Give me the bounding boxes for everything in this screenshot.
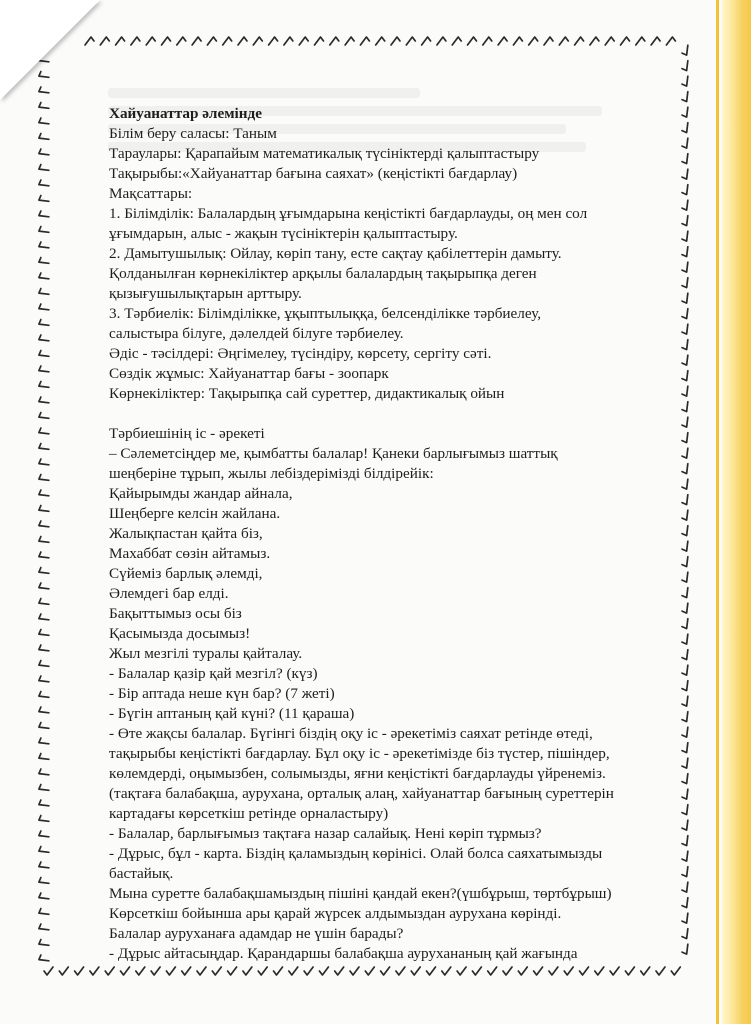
check-mark-icon [503,967,512,975]
check-mark-icon [37,612,48,624]
text-line: көлемдерді, оңымызбен, солымызды, яғни кеңістікті бағдарлауды үйренеміз. [109,765,606,782]
text-line: Мақсаттары: [109,185,193,202]
text-line: - Дұрыс, бұл - карта. Біздің қаламыздың көрінісі. Олай болса саяхатымызды [109,845,603,862]
text-line: Қайырымды жандар айнала, [109,485,293,502]
check-mark-icon [37,380,48,392]
check-mark-icon [274,967,283,975]
folded-corner [0,0,100,100]
yellow-folder-edge [722,0,751,1024]
check-mark-icon [335,967,344,975]
check-mark-icon [680,61,692,72]
check-mark-icon [37,674,48,686]
check-mark-icon [37,333,48,345]
check-mark-icon [37,721,48,733]
text-line: Бақыттымыз осы біз [109,605,242,622]
check-mark-icon [544,37,553,45]
check-mark-icon [105,967,114,975]
check-mark-icon [37,101,48,113]
check-mark-icon [37,178,48,190]
check-mark-icon [472,967,481,975]
check-mark-icon [37,163,48,175]
text-line: Балалар ауруханаға адамдар не үшін барады? [109,925,404,942]
check-mark-icon [559,37,568,45]
text-line: Мына суретте балабақшамыздың пішіні қандай екен?(үшбұрыш, төртбұрыш) [109,885,612,902]
check-mark-icon [223,37,232,45]
text-line: Әлемдегі бар елді. [109,585,229,602]
check-mark-icon [37,829,48,841]
check-mark-icon [37,643,48,655]
check-mark-icon [666,37,675,45]
check-mark-icon [37,147,48,159]
document-body [109,104,691,964]
check-mark-icon [422,37,431,45]
text-line: Жалықпастан қайта біз, [109,525,263,542]
check-mark-icon [116,37,125,45]
check-mark-icon [121,967,130,975]
check-mark-icon [75,967,84,975]
check-mark-icon [37,814,48,826]
text-line: - Балалар, барлығымыз тақтаға назар салайық. Нені көріп тұрмыз? [109,825,542,842]
check-mark-icon [37,364,48,376]
check-mark-icon [529,37,538,45]
check-mark-icon [442,967,451,975]
blank-line [109,404,691,424]
check-mark-icon [37,225,48,237]
check-mark-icon [330,37,339,45]
check-mark-icon [253,37,262,45]
text-line: Шеңберге келсін жайлана. [109,505,281,522]
check-mark-icon [212,967,221,975]
check-mark-icon [299,37,308,45]
check-mark-icon [396,967,405,975]
text-line: Махаббат сөзін айтамыз. [109,545,271,562]
check-mark-icon [37,209,48,221]
check-mark-icon [37,194,48,206]
check-mark-icon [651,37,660,45]
check-mark-icon [37,411,48,423]
text-line: Білім беру саласы: Таным [109,125,277,142]
check-mark-icon [680,45,692,56]
lesson-plan-header [109,104,691,404]
check-mark-icon [37,240,48,252]
text-line: бастайық. [109,865,174,882]
check-mark-icon [182,967,191,975]
check-mark-icon [243,967,252,975]
check-mark-icon [376,37,385,45]
check-mark-icon [269,37,278,45]
check-mark-icon [498,37,507,45]
check-mark-icon [197,967,206,975]
check-mark-icon [151,967,160,975]
check-mark-icon [100,37,109,45]
text-line: Қасымызда досымыз! [109,625,251,642]
check-mark-icon [625,967,634,975]
teacher-activity-section [109,424,691,964]
text-line: Көрсеткіш бойынша ары қарай жүрсек алдымыздан аурухана көрінді. [109,905,562,922]
check-mark-icon [37,116,48,128]
check-mark-icon [365,967,374,975]
check-mark-icon [37,876,48,888]
check-mark-icon [680,76,692,87]
check-mark-icon [656,967,665,975]
text-line: Тақырыбы:«Хайуанаттар бағына саяхат» (кеңістікті бағдарлау) [109,165,518,182]
check-mark-icon [513,37,522,45]
check-mark-icon [37,752,48,764]
check-mark-icon [483,37,492,45]
check-mark-icon [580,967,589,975]
check-mark-icon [411,967,420,975]
check-mark-icon [680,92,692,103]
text-line: – Сәлеметсіңдер ме, қымбатты балалар! Қанеки барлығымыз шаттық [109,445,558,462]
text-line: - Дұрыс айтасыңдар. Қарандаршы балабақша аурухананың қай жағында [109,945,578,962]
text-line: Сүйеміз барлық әлемді, [109,565,263,582]
check-mark-icon [166,967,175,975]
check-mark-icon [37,953,48,965]
check-mark-icon [37,535,48,547]
check-mark-icon [590,37,599,45]
check-mark-icon [37,519,48,531]
check-mark-icon [37,395,48,407]
check-mark-icon [360,37,369,45]
check-mark-icon [37,628,48,640]
check-mark-icon [37,566,48,578]
check-mark-icon [37,845,48,857]
check-mark-icon [37,271,48,283]
check-mark-icon [37,907,48,919]
check-mark-icon [452,37,461,45]
check-mark-icon [488,967,497,975]
check-mark-icon [457,967,466,975]
text-line: - Балалар қазір қай мезгіл? (күз) [109,665,318,682]
text-line: Жыл мезгілі туралы қайталау. [109,645,303,662]
text-line: - Өте жақсы балалар. Бүгінгі біздің оқу іс - әрекетіміз саяхат ретінде өтеді, [109,725,593,742]
check-mark-icon [468,37,477,45]
check-mark-icon [518,967,527,975]
text-line: Қолданылған көрнекіліктер арқылы балалардың тақырыпқа деген [109,265,537,282]
check-mark-icon [37,783,48,795]
check-mark-icon [37,767,48,779]
check-mark-icon [621,37,630,45]
check-mark-icon [284,37,293,45]
check-mark-icon [136,967,145,975]
text-line: тақырыбы кеңістікті бағдарлау. Бұл оқу іс - әрекетімізде біз түстер, пішіндер, [109,745,610,762]
check-mark-icon [37,318,48,330]
check-mark-icon [605,37,614,45]
check-mark-icon [595,967,604,975]
check-mark-icon [406,37,415,45]
text-line: салыстыра білуге, дәлелдей білуге тәрбиелеу. [109,325,404,342]
check-mark-icon [37,705,48,717]
check-mark-icon [37,442,48,454]
check-mark-icon [162,37,171,45]
check-mark-icon [37,581,48,593]
text-line: 3. Тәрбиелік: Білімділікке, ұқыптылыққа, белсенділікке тәрбиелеу, [109,305,542,322]
check-mark-icon [319,967,328,975]
check-mark-icon [192,37,201,45]
check-mark-icon [37,287,48,299]
check-mark-icon [641,967,650,975]
text-line: - Бүгін аптаның қай күні? (11 қараша) [109,705,355,722]
check-mark-icon [37,256,48,268]
text-line: 1. Білімділік: Балалардың ұғымдарына кеңістікті бағдарлауды, оң мен сол [109,205,588,222]
text-line: Тараулары: Қарапайым математикалық түсініктерді қалыптастыру [109,145,540,162]
check-mark-icon [671,967,680,975]
check-mark-icon [610,967,619,975]
check-mark-icon [37,457,48,469]
check-mark-icon [131,37,140,45]
text-line: картадағы көрсеткіш ретінде орналастыру) [109,805,389,822]
check-mark-icon [37,302,48,314]
check-mark-icon [44,967,53,975]
text-line: Тәрбиешінің іс - әрекеті [109,425,265,442]
check-mark-icon [37,426,48,438]
check-mark-icon [345,37,354,45]
check-mark-icon [238,37,247,45]
check-mark-icon [381,967,390,975]
check-mark-icon [350,967,359,975]
check-mark-icon [37,938,48,950]
check-mark-icon [37,550,48,562]
text-line: ұғымдарын, алыс - жақын түсініктерін қалыптастыру. [109,225,458,242]
text-line: Әдіс - тәсілдері: Әңгімелеу, түсіндіру, көрсету, сергіту сәті. [109,345,492,362]
text-line: (тақтаға балабақша, аурухана, орталық алаң, хайуанаттар бағының суреттерін [109,785,614,802]
check-mark-icon [37,473,48,485]
check-mark-icon [59,967,68,975]
check-mark-icon [37,860,48,872]
text-line: Көрнекіліктер: Тақырыпқа сай суреттер, дидактикалық ойын [109,385,505,402]
check-mark-icon [315,37,324,45]
check-mark-icon [37,922,48,934]
check-mark-icon [207,37,216,45]
check-mark-icon [391,37,400,45]
check-mark-icon [146,37,155,45]
check-mark-icon [564,967,573,975]
check-mark-icon [37,891,48,903]
text-line: шеңберіне тұрып, жылы лебіздерімізді білдірейік: [109,465,434,482]
check-mark-icon [90,967,99,975]
check-mark-icon [258,967,267,975]
check-mark-icon [37,659,48,671]
check-mark-icon [37,798,48,810]
check-mark-icon [37,504,48,516]
check-mark-icon [37,349,48,361]
check-mark-icon [575,37,584,45]
check-mark-icon [37,597,48,609]
check-mark-icon [37,736,48,748]
check-mark-icon [534,967,543,975]
check-mark-icon [37,690,48,702]
check-mark-icon [289,967,298,975]
check-mark-icon [304,967,313,975]
text-line: 2. Дамытушылық: Ойлау, көріп тану, есте сақтау қабілеттерін дамыту. [109,245,562,262]
check-mark-icon [37,132,48,144]
check-mark-icon [549,967,558,975]
check-mark-icon [427,967,436,975]
check-mark-icon [37,488,48,500]
check-mark-icon [636,37,645,45]
text-line: қызығушылықтарын арттыру. [109,285,302,302]
check-mark-icon [177,37,186,45]
check-mark-icon [228,967,237,975]
text-line: - Бір аптада неше күн бар? (7 жеті) [109,685,335,702]
text-line: Сөздік жұмыс: Хайуанаттар бағы - зоопарк [109,365,389,382]
document-title: Хайуанаттар әлемінде [109,105,262,122]
check-mark-icon [437,37,446,45]
